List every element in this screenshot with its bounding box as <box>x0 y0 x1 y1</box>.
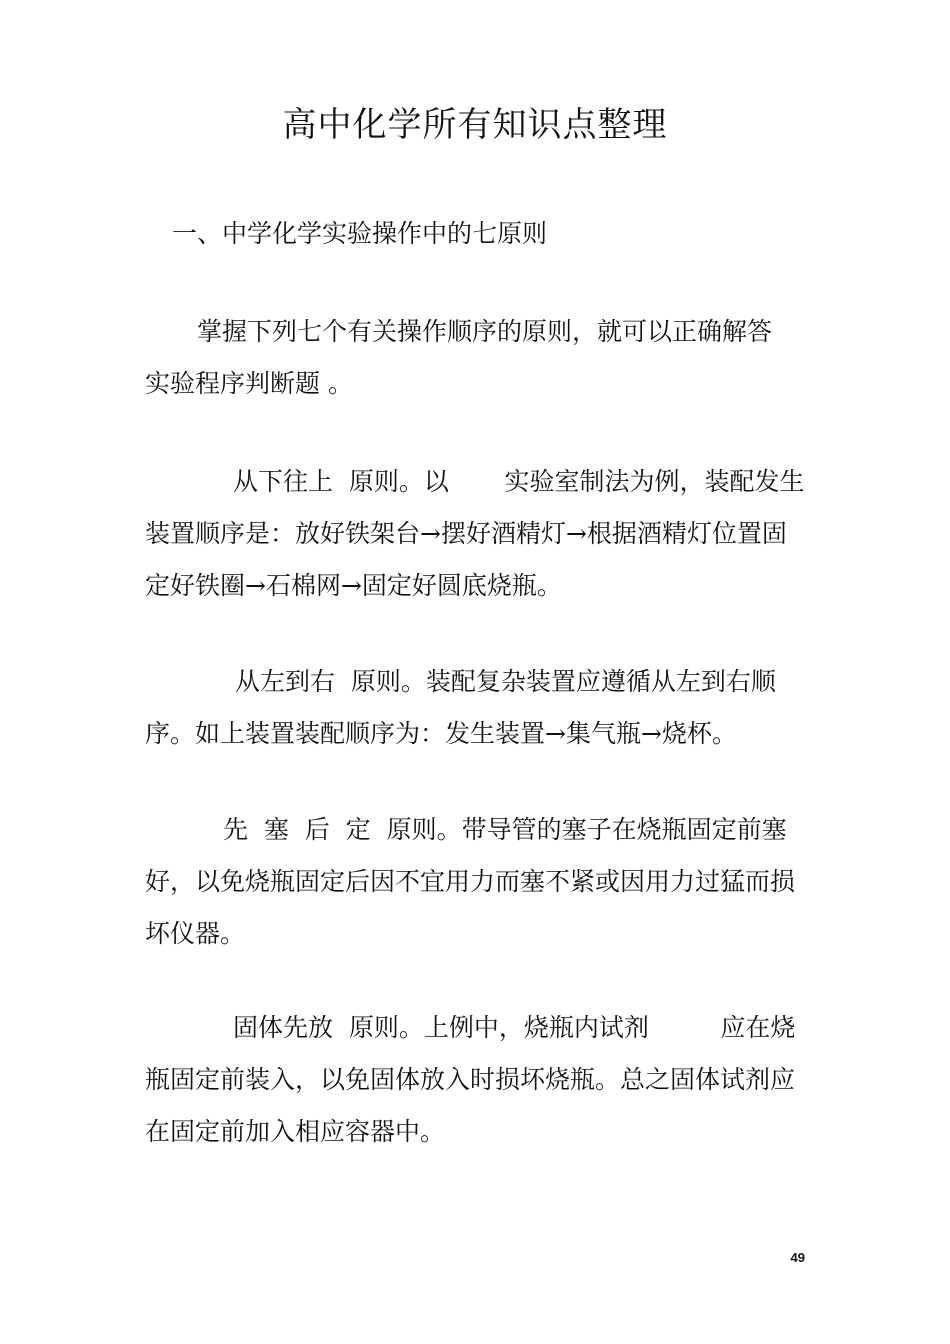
paragraph-line: 装置顺序是：放好铁架台→摆好酒精灯→根据酒精灯位置固 <box>145 519 787 548</box>
section-heading: 一、中学化学实验操作中的七原则 <box>172 219 548 248</box>
paragraph-line: 掌握下列七个有关操作顺序的原则，就可以正确解答 <box>197 317 773 346</box>
paragraph-line: 坏仪器。 <box>145 919 246 948</box>
paragraph-solid-first <box>145 1002 810 1158</box>
paragraph-bottom-to-top <box>145 456 810 612</box>
paragraph-line: 在固定前加入相应容器中。 <box>145 1117 446 1146</box>
paragraph-line: 先 塞 后 定 原则。带导管的塞子在烧瓶固定前塞 <box>223 815 787 844</box>
paragraph-intro <box>145 306 810 410</box>
paragraph-left-to-right <box>145 656 810 760</box>
page-number: 49 <box>790 1250 805 1265</box>
paragraph-line: 瓶固定前装入，以免固体放入时损坏烧瓶。总之固体试剂应 <box>145 1065 796 1094</box>
document-title: 高中化学所有知识点整理 <box>282 105 668 145</box>
paragraph-line: 从下往上 原则。以 实验室制法为例，装配发生 <box>233 467 805 496</box>
paragraph-line: 序。如上装置装配顺序为：发生装置→集气瓶→烧杯。 <box>145 719 737 748</box>
paragraph-line: 实验程序判断题 。 <box>145 369 353 398</box>
paragraph-line: 从左到右 原则。装配复杂装置应遵循从左到右顺 <box>235 667 776 696</box>
paragraph-line: 好，以免烧瓶固定后因不宜用力而塞不紧或因用力过猛而损 <box>145 867 796 896</box>
paragraph-line: 定好铁圈→石棉网→固定好圆底烧瓶。 <box>145 571 562 600</box>
paragraph-line: 固体先放 原则。上例中，烧瓶内试剂 应在烧 <box>233 1013 796 1042</box>
paragraph-plug-first <box>145 804 810 960</box>
